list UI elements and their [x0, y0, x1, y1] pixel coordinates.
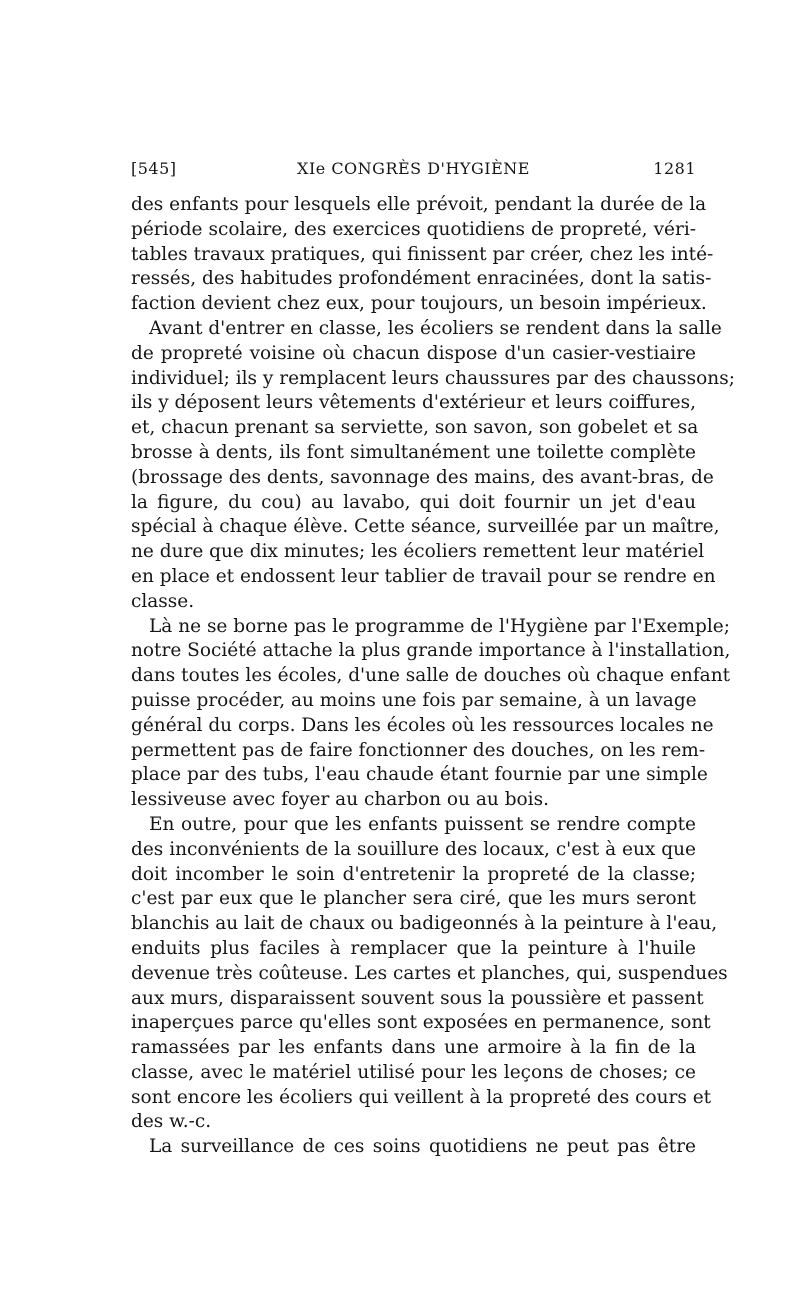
text-line: En outre, pour que les enfants puissent se rendre compte	[149, 813, 696, 835]
text-line: la figure, du cou) au lavabo, qui doit fournir un jet d'eau	[131, 491, 696, 513]
text-line: de propreté voisine où chacun dispose d'un casier-vestiaire	[131, 342, 696, 364]
page-reference: [545]	[131, 159, 177, 178]
text-line: général du corps. Dans les écoles où les ressources locales ne	[131, 714, 714, 736]
text-line: (brossage des dents, savonnage des mains, des avant-bras, de	[131, 466, 714, 488]
text-line: en place et endossent leur tablier de travail pour se rendre en	[131, 565, 716, 587]
text-line: enduits plus faciles à remplacer que la peinture à l'huile	[131, 937, 696, 959]
running-head	[131, 159, 696, 183]
text-line: des w.-c.	[131, 1111, 212, 1133]
text-line: puisse procéder, au moins une fois par semaine, à un lavage	[131, 689, 697, 711]
text-line: ramassées par les enfants dans une armoire à la fin de la	[131, 1037, 696, 1059]
text-line: doit incomber le soin d'entretenir la propreté de la classe;	[131, 863, 696, 885]
body-text	[131, 193, 735, 1160]
text-line: classe.	[131, 590, 195, 612]
running-title: XIe CONGRÈS D'HYGIÈNE	[297, 159, 530, 178]
page-number: 1281	[653, 159, 696, 178]
text-line: brosse à dents, ils font simultanément une toilette complète	[131, 441, 696, 463]
text-line: lessiveuse avec foyer au charbon ou au bois.	[131, 789, 549, 811]
text-line: période scolaire, des exercices quotidiens de propreté, véri-	[131, 218, 696, 240]
text-line: classe, avec le matériel utilisé pour les leçons de choses; ce	[131, 1061, 696, 1083]
text-line: aux murs, disparaissent souvent sous la poussière et passent	[131, 987, 704, 1009]
text-line: des enfants pour lesquels elle prévoit, pendant la durée de la	[131, 194, 707, 215]
text-line: dans toutes les écoles, d'une salle de douches où chaque enfant	[131, 665, 731, 687]
text-line: c'est par eux que le plancher sera ciré, que les murs seront	[131, 888, 696, 910]
text-line: tables travaux pratiques, qui finissent par créer, chez les inté-	[131, 243, 714, 265]
text-line: Là ne se borne pas le programme de l'Hygiène par l'Exemple;	[149, 615, 730, 637]
text-line: spécial à chaque élève. Cette séance, surveillée par un maître,	[131, 516, 720, 538]
text-line: ne dure que dix minutes; les écoliers remettent leur matériel	[131, 541, 705, 563]
text-line: et, chacun prenant sa serviette, son savon, son gobelet et sa	[131, 417, 699, 439]
text-line: faction devient chez eux, pour toujours, un besoin impérieux.	[131, 293, 707, 315]
text-line: inaperçues parce qu'elles sont exposées en permanence, sont	[131, 1012, 711, 1034]
text-line: individuel; ils y remplacent leurs chaussures par des chaussons;	[131, 367, 735, 389]
text-line: notre Société attache la plus grande importance à l'installation,	[131, 640, 731, 662]
text-line: permettent pas de faire fonctionner des douches, on les rem-	[131, 739, 706, 761]
text-line: blanchis au lait de chaux ou badigeonnés à la peinture à l'eau,	[131, 913, 718, 935]
text-line: Avant d'entrer en classe, les écoliers se rendent dans la salle	[149, 317, 722, 339]
text-line: sont encore les écoliers qui veillent à la propreté des cours et	[131, 1086, 712, 1108]
text-line: ressés, des habitudes profondément enracinées, dont la satis-	[131, 268, 712, 290]
text-line: des inconvénients de la souillure des locaux, c'est à eux que	[131, 838, 696, 860]
text-line: La surveillance de ces soins quotidiens ne peut pas être	[149, 1136, 696, 1158]
text-line: place par des tubs, l'eau chaude étant fournie par une simple	[131, 764, 708, 786]
text-line: ils y déposent leurs vêtements d'extérieur et leurs coiffures,	[131, 392, 696, 414]
text-line: devenue très coûteuse. Les cartes et planches, qui, suspendues	[131, 962, 728, 984]
